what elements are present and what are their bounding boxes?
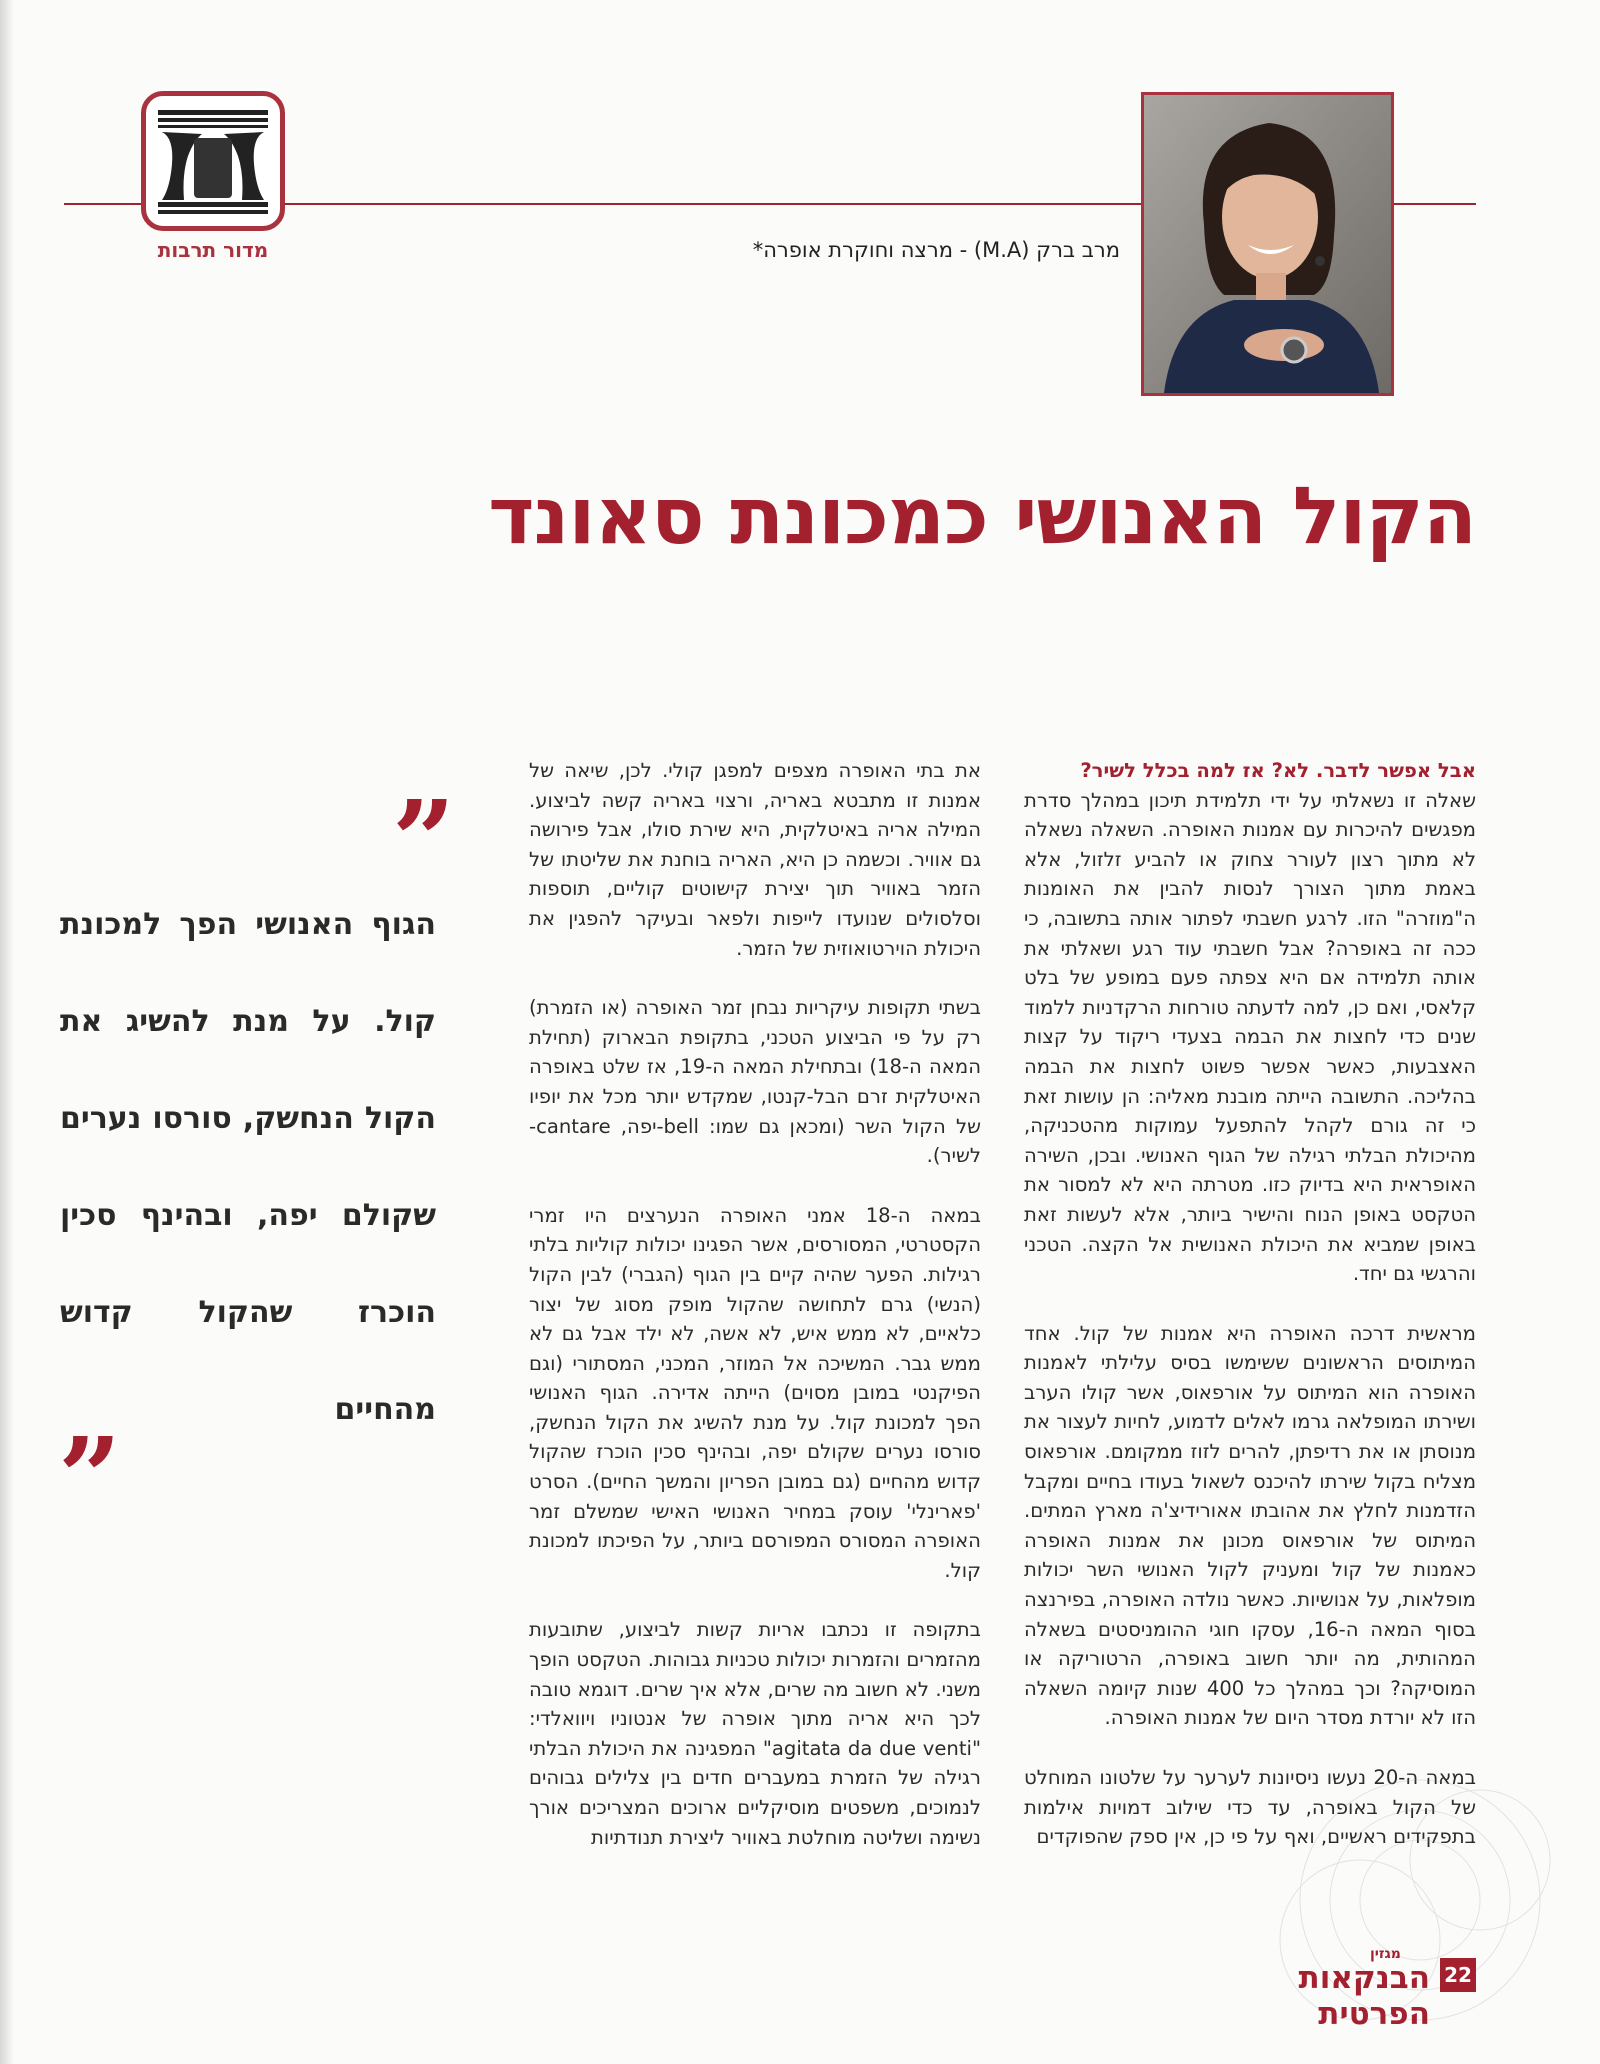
- paragraph: מראשית דרכה האופרה היא אמנות של קול. אחד המיתוסים הראשונים ששימשו בסיס עלילתי לאמנות האופרה הוא המיתוס על אורפאוס, אשר קולו הערב ושירתו המופלאה גרמו לאלים לדמוע, לחיות לעצור את מנוסתן או את רדיפתן, להרים לזוז ממקומם. אורפאוס מצליח בקול שירתו להיכנס לשאול בעודו בחיים ומקבל הזדמנות לחלץ את אהובתו אאורידיצ'ה מארץ המתים. המיתוס של אורפאוס מכונן את אמנות האופרה כאמנות של קול ומעניק לקול האנושי השר יכולות מופלאות, על אנושיות. כאשר נולדה האופרה, בפירנצה בסוף המאה ה-16, עסקו חוגי ההומניסטים בשאלה המהותית, מה יותר חשוב באופרה, הרטוריקה או המוסיקה? וכך במהלך כל 400 שנות קיומה השאלה הזו לא יורדת מסדר היום של אמנות האופרה.: [1024, 1321, 1477, 1730]
- page-edge-shadow: [0, 0, 14, 2064]
- pull-quote: הגוף האנושי הפך למכונת קול. על מנת להשיג את הקול הנחשק, סורסו נערים שקולם יפה, ובהינף סכין הוכרז שהקול קדוש מהחיים: [60, 907, 436, 1427]
- page-number: 22: [1440, 1958, 1476, 1992]
- paragraph: במאה ה-20 נעשו ניסיונות לערער על שלטונו המוחלט של הקול באופרה, עד כדי שילוב דמויות אילמות בתפקידים ראשיים, ואף על פי כן, אין ספק שהפוקדים: [1024, 1766, 1476, 1849]
- paragraph: במאה ה-18 אמני האופרה הנערצים היו זמרי הקסטרטי, המסורסים, אשר הפגינו יכולות קוליות בלתי רגילות. הפער שהיה קיים בין הגוף (הגברי) לבין הקול (הנשי) גרם לתחושה שהקול מופק מסוג של יצור כלאיים, לא ממש איש, לא אשה, לא ילד אבל גם לא ממש גבר. המשיכה אל המוזר, המכני, המסתורי (וגם הפיקנטי במובן מסוים) הייתה אדירה. הגוף האנושי הפך למכונת קול. על מנת להשיג את הקול הנחשק, סורסו נערים שקולם יפה, ובהינף סכין הוכרז שהקול קדוש מהחיים (גם במובן הפריון והמשך החיים). הסרט 'פארינלי' עוסק במחיר האנושי האישי שמשלם זמר האופרה המסורס המפורסם ביותר, על הפיכתו למכונת קול.: [529, 1203, 981, 1582]
- magazine-label-small: מגזין: [1370, 1946, 1401, 1962]
- lead-question: אבל אפשר לדבר. לא? אז למה בכלל לשיר?: [1080, 759, 1476, 782]
- paragraph: בתקופה זו נכתבו אריות קשות לביצוע, שתובעות מהזמרים והזמרות יכולות טכניות גבוהות. הטקסט הופך משני. לא חשוב מה שרים, אלא איך שרים. דוגמא טובה לכך היא אריה מתוך אופרה של אנטוניו ויוואלדי: "agitata da due venti" המפגינה את היכולת הבלתי רגילה של הזמרת במעברים חדים בין צלילים גבוהים לנמוכים, משפטים מוסיקליים ארוכים המצריכים אורך נשימה ושליטה מוחלטת באוויר ליצירת תנודתיות: [529, 1618, 981, 1849]
- article-title: הקול האנושי כמכונת סאונד: [488, 470, 1476, 562]
- paragraph: שאלה זו נשאלתי על ידי תלמידת תיכון במהלך סדרת מפגשים להיכרות עם אמנות האופרה. השאלה נשאלה לא מתוך רצון לעורר צחוק או להביע זלזול, אלא באמת מתוך הצורך לנסות להבין את האומנות ה"מוזרה" הזו. לרגע חשבתי לפתור אותה בתשובה, כי ככה זה באופרה? אבל חשבתי עוד רגע ושאלתי את אותה תלמידה אם היא צפתה פעם במופע של בלט קלאסי, ואם כן, למה לדעתה טורחות הרקדניות ללמוד שנים כדי לחצות את הבמה בצעדי ריקוד על קצות האצבעות, כאשר אפשר פשוט לחצות את הבמה בהליכה. התשובה הייתה מובנת מאליה: הן עושות זאת כי זה גורם לקהל להתפעל עמוקות מהטכניקה, מהיכולת הבלתי רגילה של הגוף האנושי. ובכן, השירה האופראית היא בדיוק כזו. מטרתה היא לא למסור את הטקסט באופן הנוח והישיר ביותר, אלא לעשות זאת באופן שמביא את היכולת האנושית אל הקצה. הטכני והרגשי גם יחד.: [1024, 788, 1476, 1286]
- quote-open-icon: ”: [392, 776, 456, 905]
- paragraph: את בתי האופרה מצפים למפגן קולי. לכן, שיאה של אמנות זו מתבטא באריה, ורצוי באריה קשה לביצוע. המילה אריה באיטלקית, היא שירת סולו, אבל פירושה גם אוויר. וכשמה כן היא, האריה בוחנת את שליטתו של הזמר באוויר תוך יצירת קישוטים קוליים, תוספות וסלסולים שנועדו לייפות ולפאר ובעיקר להפגין את היכולת הוירטואוזית של הזמר.: [529, 759, 981, 960]
- byline: מרב ברק (M.A) - מרצה וחוקרת אופרה*: [752, 238, 1120, 262]
- theater-curtain-icon: [154, 104, 272, 218]
- quote-close-icon: „: [60, 1350, 124, 1479]
- article-column-middle: [529, 756, 981, 1882]
- paragraph: בשתי תקופות עיקריות נבחן זמר האופרה (או הזמרת) רק על פי הביצוע הטכני, בתקופת הבארוק (תחילת המאה ה-18) ובתחילת המאה ה-19, אז שלט באופרה האיטלקית זרם הבל-קנטו, שמקדש יותר מכל את יופיו של הקול השר (ומכאן גם שמו: bell-יפה, cantare-לשיר).: [529, 996, 981, 1168]
- section-logo: [141, 91, 285, 231]
- article-column-right: [1024, 756, 1476, 1882]
- magazine-title: הבנקאות הפרטית: [1298, 1960, 1430, 2032]
- section-label: מדור תרבות: [157, 238, 269, 262]
- author-photo: [1141, 92, 1394, 396]
